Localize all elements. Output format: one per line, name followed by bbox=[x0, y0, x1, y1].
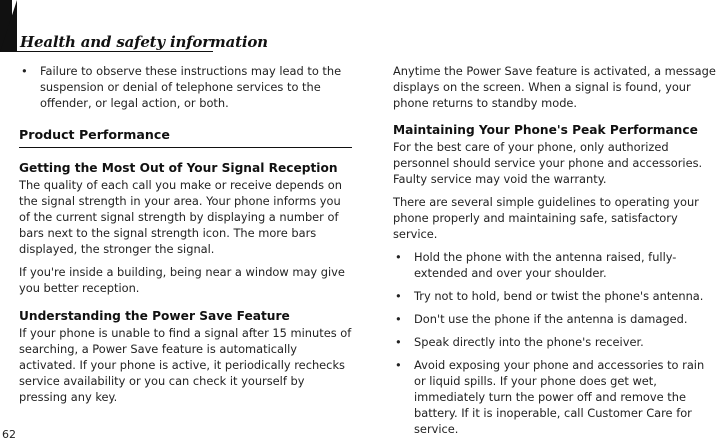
subheading-power-save: Understanding the Power Save Feature bbox=[19, 309, 290, 323]
paragraph: Anytime the Power Save feature is activated, a message displays on the screen. When a signal is found, your phone returns to standby mode. bbox=[393, 64, 716, 110]
section-title: Product Performance bbox=[19, 127, 352, 148]
paragraph: There are several simple guidelines to operating your phone properly and maintaining safe, satisfactory service. bbox=[393, 195, 699, 241]
intro-bullet: • Failure to observe these instructions may lead to the suspension or denial of telephone services to the offender, or legal action, or both. bbox=[19, 63, 352, 111]
list-item: • Speak directly into the phone's receiver. bbox=[393, 334, 716, 350]
left-column bbox=[19, 63, 352, 412]
page-number: 62 bbox=[2, 428, 16, 441]
paragraph: The quality of each call you make or receive depends on the signal strength in your area. Your phone informs you of the current signal strength by displaying a number of bars next to the signal strength icon. The more bars displayed, the stronger the signal. bbox=[19, 178, 342, 256]
list-item: • Try not to hold, bend or twist the phone's antenna. bbox=[393, 288, 716, 304]
right-column bbox=[393, 63, 716, 444]
subheading-peak-performance: Maintaining Your Phone's Peak Performance bbox=[393, 123, 698, 137]
list-item: • Avoid exposing your phone and accessories to rain or liquid spills. If your phone does get wet, immediately turn the power off and remove the battery. If it is inoperable, call Customer Care for service. bbox=[393, 357, 716, 437]
paragraph: If your phone is unable to find a signal after 15 minutes of searching, a Power Save feature is automatically activated. If your phone is active, it periodically rechecks service availability or you can check it yourself by pressing any key. bbox=[19, 326, 352, 404]
header-rule bbox=[17, 51, 213, 52]
page-header-title: Health and safety information bbox=[20, 33, 268, 51]
paragraph: If you're inside a building, being near a window may give you better reception. bbox=[19, 265, 345, 295]
list-item: • Hold the phone with the antenna raised, fully-extended and over your shoulder. bbox=[393, 249, 716, 281]
subheading-signal-reception: Getting the Most Out of Your Signal Reception bbox=[19, 161, 338, 175]
list-item: • Don't use the phone if the antenna is damaged. bbox=[393, 311, 716, 327]
paragraph: For the best care of your phone, only authorized personnel should service your phone and accessories. Faulty service may void the warranty. bbox=[393, 140, 703, 186]
